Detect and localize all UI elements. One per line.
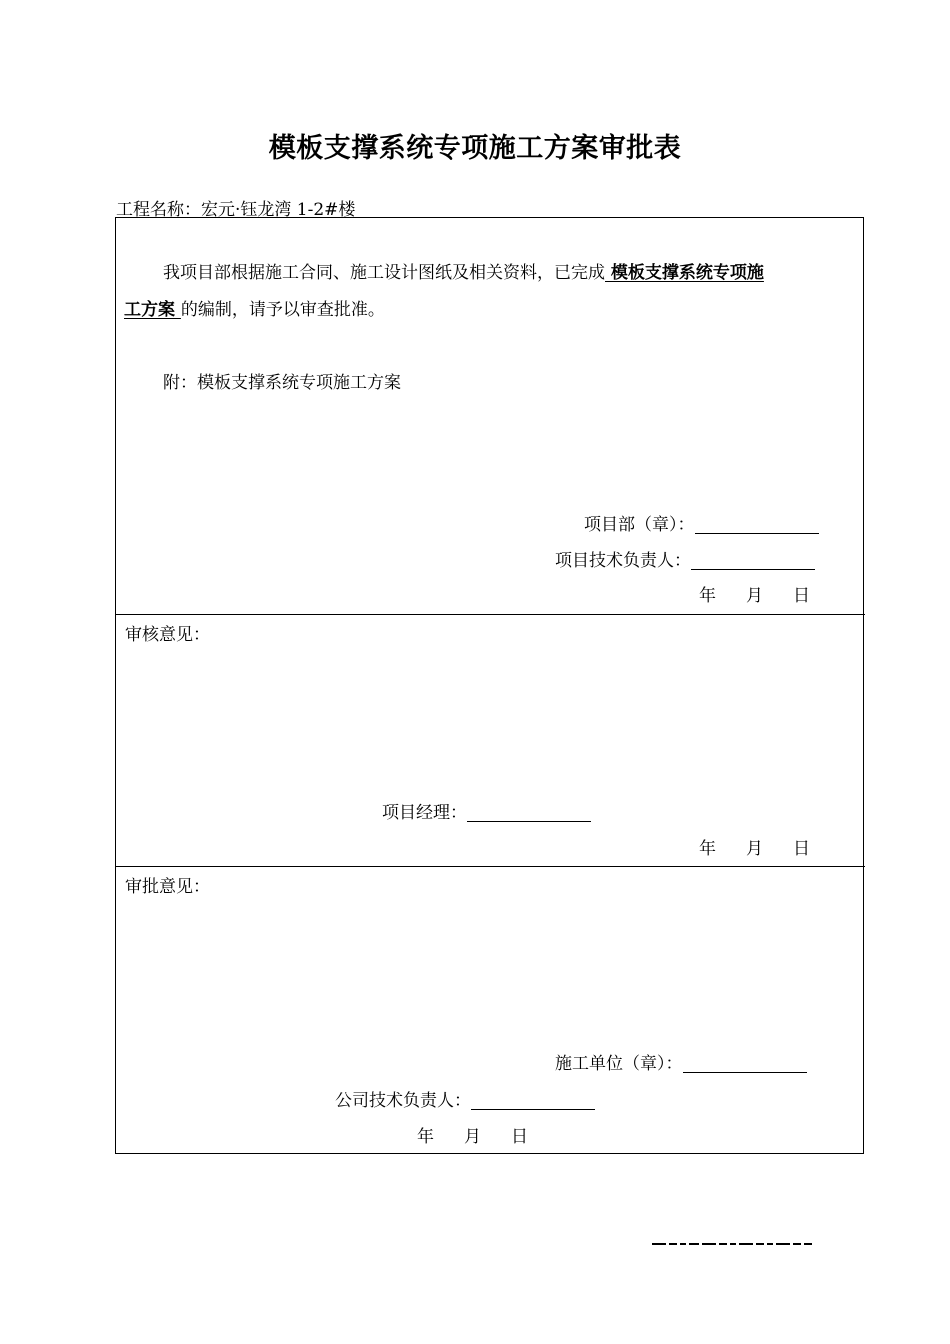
dept-seal-field (584, 510, 819, 535)
date-year: 年 (699, 839, 716, 859)
date-day: 日 (793, 586, 810, 606)
plan-name-underlined-cont: 工方案 (124, 300, 181, 320)
approval-opinion-heading: 审批意见： (125, 877, 210, 897)
unit-seal-label: 施工单位（章）： (555, 1054, 683, 1074)
tech-lead-field (555, 546, 815, 571)
dept-seal-label: 项目部（章）： (584, 515, 695, 535)
tech-lead-signature-line[interactable] (691, 568, 815, 570)
date-month: 月 (746, 586, 763, 606)
unit-seal-signature-line[interactable] (683, 1071, 807, 1073)
company-tech-lead-field (335, 1086, 595, 1111)
paragraph-text: 我项目部根据施工合同、施工设计图纸及相关资料，已完成 (163, 263, 605, 283)
section1-date (699, 581, 810, 606)
paragraph-suffix: 的编制，请予以审查批准。 (180, 300, 385, 320)
review-opinion-heading: 审核意见： (125, 625, 210, 645)
tech-lead-label: 项目技术负责人： (555, 551, 691, 571)
date-year: 年 (699, 586, 716, 606)
date-year: 年 (417, 1127, 434, 1147)
dept-seal-signature-line[interactable] (695, 532, 819, 534)
section2-date (699, 834, 810, 859)
page-title: 模板支撑系统专项施工方案审批表 (268, 133, 682, 164)
manager-field (382, 798, 591, 823)
submission-paragraph-line2 (124, 295, 385, 320)
manager-signature-line[interactable] (467, 820, 591, 822)
project-label: 工程名称： (116, 200, 201, 220)
company-tech-lead-signature-line[interactable] (471, 1108, 595, 1110)
plan-name-underlined: 模板支撑系统专项施 (605, 263, 764, 283)
footer-decorative-marks (652, 1243, 832, 1246)
submission-paragraph-line1 (163, 258, 764, 283)
date-month: 月 (464, 1127, 481, 1147)
manager-label: 项目经理： (382, 803, 467, 823)
date-day: 日 (511, 1127, 528, 1147)
company-tech-lead-label: 公司技术负责人： (335, 1091, 471, 1111)
attachment-line: 附：模板支撑系统专项施工方案 (163, 373, 401, 393)
date-day: 日 (793, 839, 810, 859)
row-divider-1 (115, 614, 865, 615)
project-name: 宏元·钰龙湾 1-2#楼 (201, 200, 356, 220)
date-month: 月 (746, 839, 763, 859)
unit-seal-field (555, 1049, 807, 1074)
approval-table (115, 217, 864, 1154)
section3-date (417, 1122, 528, 1147)
row-divider-2 (115, 866, 865, 867)
